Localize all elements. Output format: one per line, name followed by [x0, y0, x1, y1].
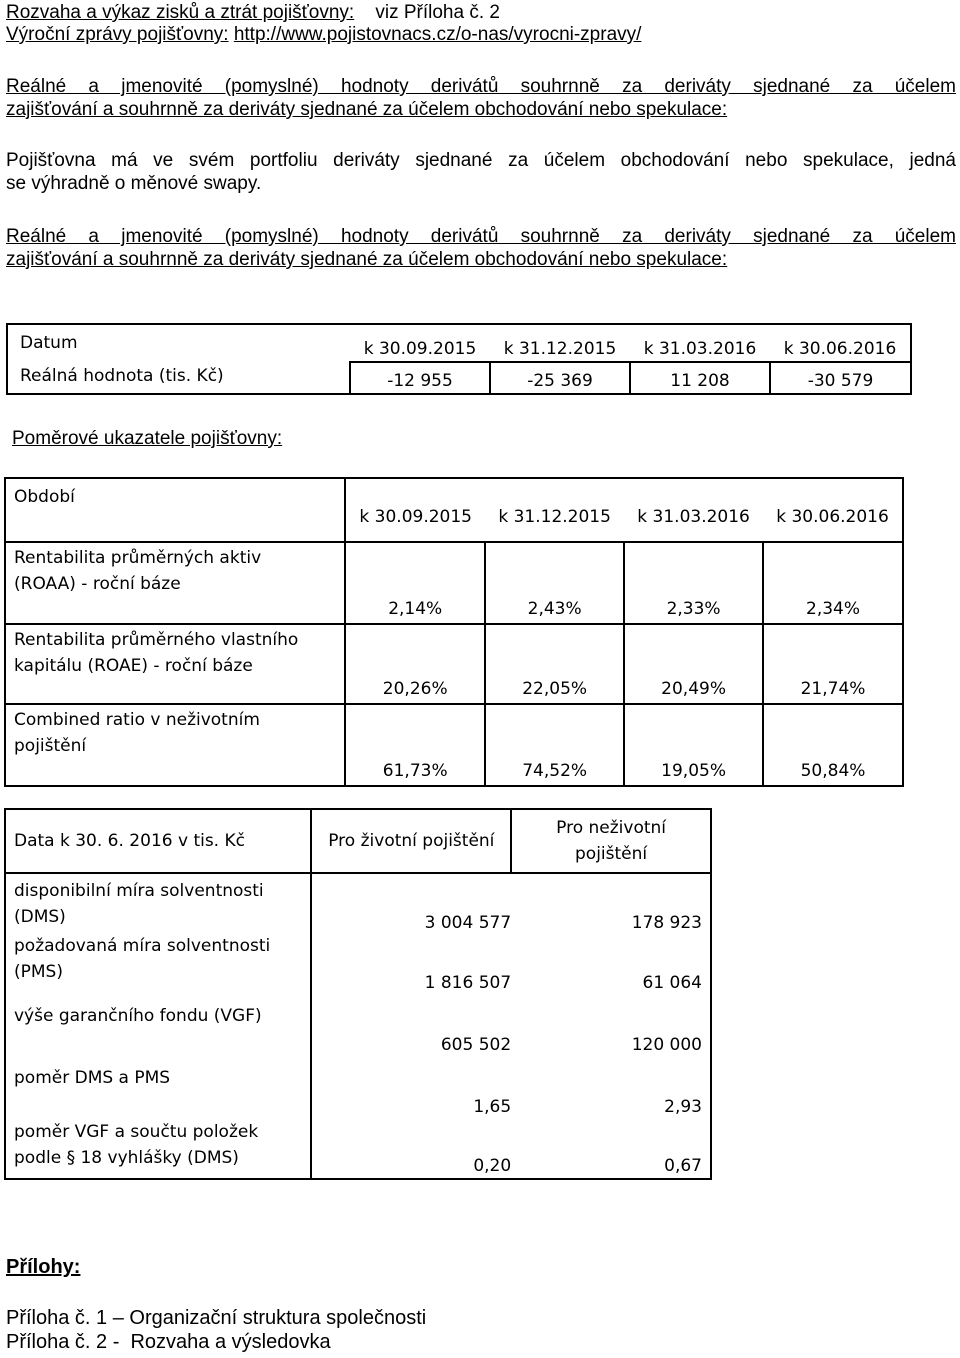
- solvency-row-label-line2: (DMS): [14, 907, 66, 927]
- solvency-row-label-line1: výše garančního fondu (VGF): [14, 1006, 262, 1026]
- section2-title-line2: zajišťování a souhrnně za deriváty sjednané za účelem obchodování nebo spekulace:: [6, 249, 728, 270]
- section1-text: [6, 149, 956, 195]
- solvency-life-value: 1,65: [473, 1097, 512, 1117]
- solvency-row-label-line2: (PMS): [14, 962, 63, 982]
- derivatives-value-4: -30 579: [770, 362, 911, 394]
- ratios-row-label: [5, 704, 345, 786]
- derivatives-value-2: -25 369: [490, 362, 630, 394]
- solvency-row-label: [5, 1117, 311, 1179]
- solvency-row-label-line1: poměr VGF a součtu položek: [14, 1122, 259, 1142]
- solvency-col-nonlife-line2: pojištění: [575, 844, 648, 864]
- ratios-date-1: k 30.09.2015: [345, 478, 485, 542]
- solvency-table: [4, 808, 712, 1180]
- attachment-item-1: Příloha č. 1 – Organizační struktura společnosti: [6, 1307, 427, 1329]
- derivatives-header-label: Datum: [7, 324, 350, 362]
- ratios-row-label: [5, 542, 345, 624]
- header-value-1: viz Příloha č. 2: [375, 2, 500, 23]
- section2-title: [6, 225, 956, 271]
- ratios-row: [5, 624, 903, 704]
- ratios-row: [5, 704, 903, 786]
- solvency-header-row: [5, 809, 711, 873]
- ratios-row-label-line2: (ROAA) - roční báze: [14, 574, 181, 594]
- derivatives-header-row: [7, 324, 911, 362]
- derivatives-date-4: k 30.06.2016: [770, 324, 911, 362]
- derivatives-value-3: 11 208: [630, 362, 770, 394]
- solvency-row-label: [5, 933, 311, 993]
- ratios-value: 50,84%: [763, 704, 903, 786]
- solvency-life-value: 1 816 507: [424, 973, 512, 993]
- header-label-1: Rozvaha a výkaz zisků a ztrát pojišťovny:: [6, 2, 355, 23]
- section1-text-line1: Pojišťovna má ve svém portfoliu deriváty sjednané za účelem obchodování nebo spekulace, jedná: [6, 150, 956, 171]
- header-line-2: [6, 24, 641, 46]
- solvency-row: [5, 993, 711, 1055]
- ratios-value: 2,43%: [485, 542, 624, 624]
- ratios-table: [4, 477, 904, 787]
- ratios-value: 2,14%: [345, 542, 485, 624]
- solvency-row: [5, 1055, 711, 1117]
- ratios-header-label: Období: [5, 478, 345, 542]
- solvency-row-label: [5, 993, 311, 1055]
- solvency-nonlife-value: 0,67: [511, 1117, 711, 1179]
- ratios-row-label-line2: kapitálu (ROAE) - roční báze: [14, 656, 253, 676]
- solvency-life-value: 0,20: [311, 1117, 511, 1179]
- derivatives-value-1: -12 955: [350, 362, 490, 394]
- ratios-value: 20,26%: [345, 624, 485, 704]
- ratios-row-label-line1: Combined ratio v neživotním: [14, 710, 260, 730]
- header-label-2: Výroční zprávy pojišťovny:: [6, 24, 229, 45]
- ratios-date-4: k 30.06.2016: [763, 478, 903, 542]
- solvency-col-nonlife-line1: Pro neživotní: [556, 818, 667, 838]
- ratios-value: 2,33%: [624, 542, 763, 624]
- solvency-nonlife-value: 61 064: [511, 933, 711, 993]
- ratios-header-row: [5, 478, 903, 542]
- derivatives-table: [6, 323, 912, 395]
- ratios-value: 74,52%: [485, 704, 624, 786]
- solvency-life-value: 605 502: [440, 1035, 512, 1055]
- solvency-row-label: [5, 873, 311, 933]
- solvency-life-value: 3 004 577: [311, 873, 511, 933]
- attachment-item-2: Příloha č. 2 - Rozvaha a výsledovka: [6, 1331, 331, 1353]
- section1-title: [6, 75, 956, 121]
- solvency-nonlife-value: 120 000: [511, 993, 711, 1055]
- section2-title-line1: Reálné a jmenovité (pomyslné) hodnoty derivátů souhrnně za deriváty sjednané za účelem: [6, 226, 956, 247]
- solvency-col-life: Pro životní pojištění: [311, 809, 511, 873]
- ratios-row-label-line1: Rentabilita průměrného vlastního: [14, 630, 299, 650]
- solvency-row: [5, 933, 711, 993]
- derivatives-date-2: k 31.12.2015: [490, 324, 630, 362]
- ratios-value: 2,34%: [763, 542, 903, 624]
- section1-title-line1: Reálné a jmenovité (pomyslné) hodnoty derivátů souhrnně za deriváty sjednané za účelem: [6, 76, 956, 97]
- solvency-col-nonlife: [511, 809, 711, 873]
- solvency-row-label-line1: disponibilní míra solventnosti: [14, 881, 264, 901]
- annual-report-link[interactable]: http://www.pojistovnacs.cz/o-nas/vyrocni-zpravy/: [233, 24, 642, 45]
- ratios-row-label-line1: Rentabilita průměrných aktiv: [14, 548, 262, 568]
- derivatives-date-3: k 31.03.2016: [630, 324, 770, 362]
- header-line-1: [6, 2, 500, 24]
- ratios-value: 61,73%: [345, 704, 485, 786]
- ratios-row-label-line2: pojištění: [14, 736, 87, 756]
- solvency-header-label: Data k 30. 6. 2016 v tis. Kč: [5, 809, 311, 873]
- ratios-value: 20,49%: [624, 624, 763, 704]
- ratios-value: 19,05%: [624, 704, 763, 786]
- solvency-nonlife-value: 2,93: [511, 1055, 711, 1117]
- solvency-row: [5, 873, 711, 933]
- ratios-date-2: k 31.12.2015: [485, 478, 624, 542]
- ratios-date-3: k 31.03.2016: [624, 478, 763, 542]
- ratios-value: 21,74%: [763, 624, 903, 704]
- solvency-row-label-line2: podle § 18 vyhlášky (DMS): [14, 1148, 239, 1168]
- ratios-title: Poměrové ukazatele pojišťovny:: [12, 428, 283, 449]
- solvency-row-label-line1: požadovaná míra solventnosti: [14, 936, 271, 956]
- ratios-value: 22,05%: [485, 624, 624, 704]
- ratios-row: [5, 542, 903, 624]
- solvency-row-label: [5, 1055, 311, 1117]
- derivatives-row-label: Reálná hodnota (tis. Kč): [7, 362, 350, 394]
- section1-text-line2: se výhradně o měnové swapy.: [6, 173, 262, 194]
- derivatives-value-row: [7, 362, 911, 394]
- ratios-row-label: [5, 624, 345, 704]
- section1-title-line2: zajišťování a souhrnně za deriváty sjednané za účelem obchodování nebo spekulace:: [6, 99, 728, 120]
- attachments-title: Přílohy:: [6, 1256, 81, 1278]
- solvency-row: [5, 1117, 711, 1179]
- derivatives-date-1: k 30.09.2015: [350, 324, 490, 362]
- solvency-row-label-line1: poměr DMS a PMS: [14, 1068, 171, 1088]
- solvency-nonlife-value: 178 923: [511, 873, 711, 933]
